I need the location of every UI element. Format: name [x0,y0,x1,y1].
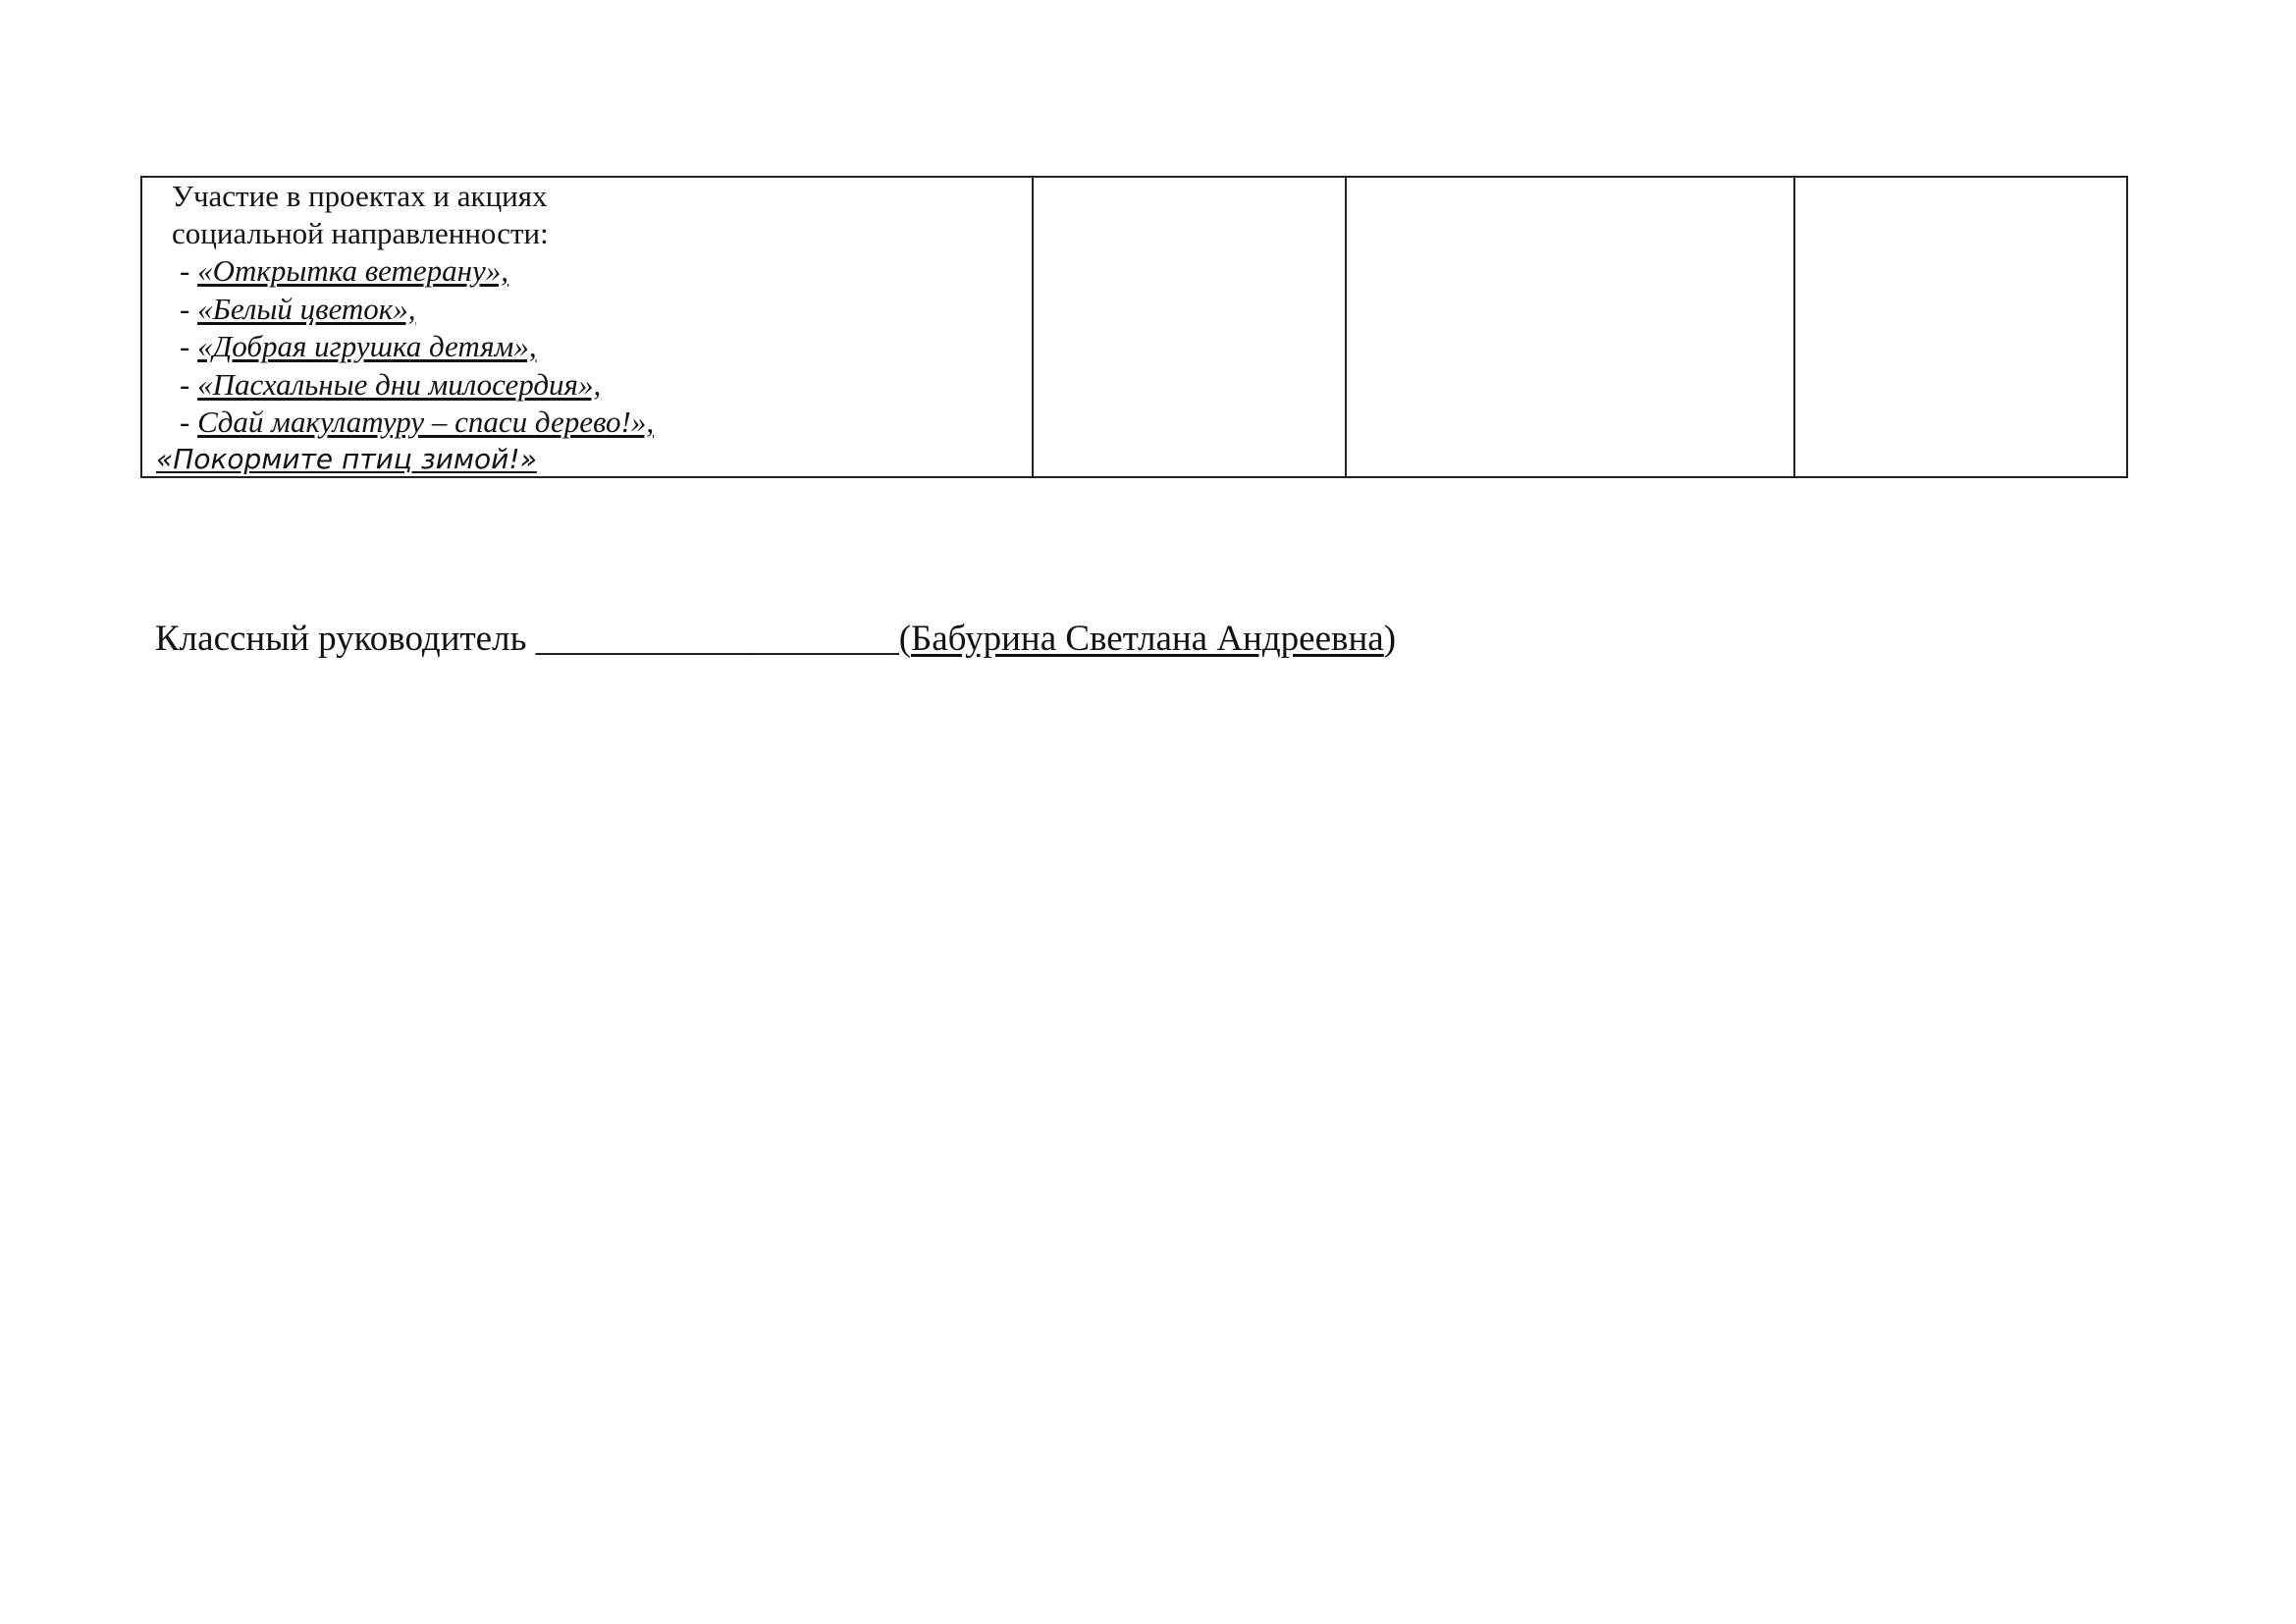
signature-line [155,618,1396,660]
empty-cell-2 [1346,177,1794,477]
table-row [141,177,2127,477]
signature-label: Классный руководитель [155,619,536,659]
project-name: «Добрая игрушка детям», [197,329,537,363]
intro-line-1: Участие в проектах и акциях [172,179,548,213]
list-item: - «Открытка ветерану», [180,253,509,288]
project-name: «Пасхальные дни милосердия», [197,366,602,402]
empty-cell-3 [1794,177,2127,477]
project-name: Сдай макулатуру – спаси дерево!», [197,405,655,439]
activities-table [140,176,2128,478]
project-name: «Открытка ветерану», [197,253,509,288]
empty-cell-1 [1033,177,1346,477]
project-name-last: «Покормите птиц зимой!» [156,443,537,475]
project-name: «Белый цветок», [197,291,416,326]
signature-open-paren: ( [898,619,912,659]
intro-line-2: социальной направленности: [172,216,549,250]
signature-close-paren: ) [1383,619,1397,659]
list-item: - Сдай макулатуру – спаси дерево!», [180,405,655,439]
teacher-name: Бабурина Светлана Андреевна [911,619,1384,659]
list-item: - «Белый цветок», [180,291,416,326]
signature-blank: ____________________ [535,619,899,659]
activities-cell [141,177,1033,477]
list-item: - «Добрая игрушка детям», [180,329,537,363]
list-item: - «Пасхальные дни милосердия», [180,366,602,402]
project-list [180,252,654,442]
